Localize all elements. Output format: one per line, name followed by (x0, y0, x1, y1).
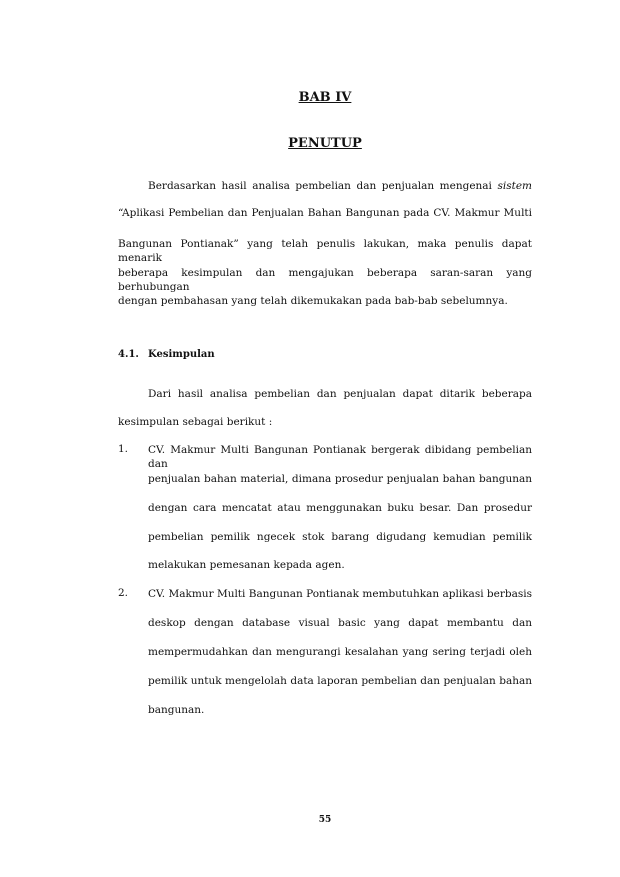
section-intro-line-2: kesimpulan sebagai berikut : (118, 416, 273, 428)
chapter-label: BAB IV (298, 90, 352, 105)
list-item-1-number: 1. (118, 443, 129, 455)
list-item-2-line-5: bangunan. (148, 704, 205, 716)
chapter-title: PENUTUP (288, 136, 362, 151)
list-item-2-line-1: CV. Makmur Multi Bangunan Pontianak membutuhkan aplikasi berbasis (148, 588, 532, 600)
list-item-1-line-4: pembelian pemilik ngecek stok barang digudang kemudian pemilik (148, 531, 532, 543)
list-item-1-line-5: melakukan pemesanan kepada agen. (148, 559, 345, 571)
list-item-2-line-2: deskop dengan database visual basic yang dapat membantu dan (148, 617, 532, 629)
list-item-1-line-2: penjualan bahan material, dimana prosedur penjualan bahan bangunan (148, 473, 532, 485)
list-item-1-line-1: CV. Makmur Multi Bangunan Pontianak bergerak dibidang pembelian dan (148, 444, 532, 470)
page-number: 55 (318, 815, 332, 825)
section-number: 4.1. (118, 349, 139, 360)
list-item-2-number: 2. (118, 587, 129, 599)
intro-line-2: “Aplikasi Pembelian dan Penjualan Bahan Bangunan pada CV. Makmur Multi (118, 207, 532, 219)
section-intro-line-1: Dari hasil analisa pembelian dan penjualan dapat ditarik beberapa (148, 388, 532, 400)
intro-line-1-italic: sistem (497, 180, 532, 192)
intro-line-5: dengan pembahasan yang telah dikemukakan pada bab-bab sebelumnya. (118, 295, 508, 307)
intro-line-1 (148, 179, 532, 194)
intro-line-1-text: Berdasarkan hasil analisa pembelian dan penjualan mengenai (148, 180, 492, 192)
list-item-2-line-4: pemilik untuk mengelolah data laporan pembelian dan penjualan bahan (148, 675, 532, 687)
list-item-1-line-3: dengan cara mencatat atau menggunakan buku besar. Dan prosedur (148, 502, 532, 514)
list-item-2-line-3: mempermudahkan dan mengurangi kesalahan yang sering terjadi oleh (148, 646, 532, 658)
intro-line-3: Bangunan Pontianak” yang telah penulis lakukan, maka penulis dapat menarik (118, 238, 532, 264)
section-title: Kesimpulan (148, 349, 215, 360)
intro-line-4: beberapa kesimpulan dan mengajukan beberapa saran-saran yang berhubungan (118, 267, 532, 293)
